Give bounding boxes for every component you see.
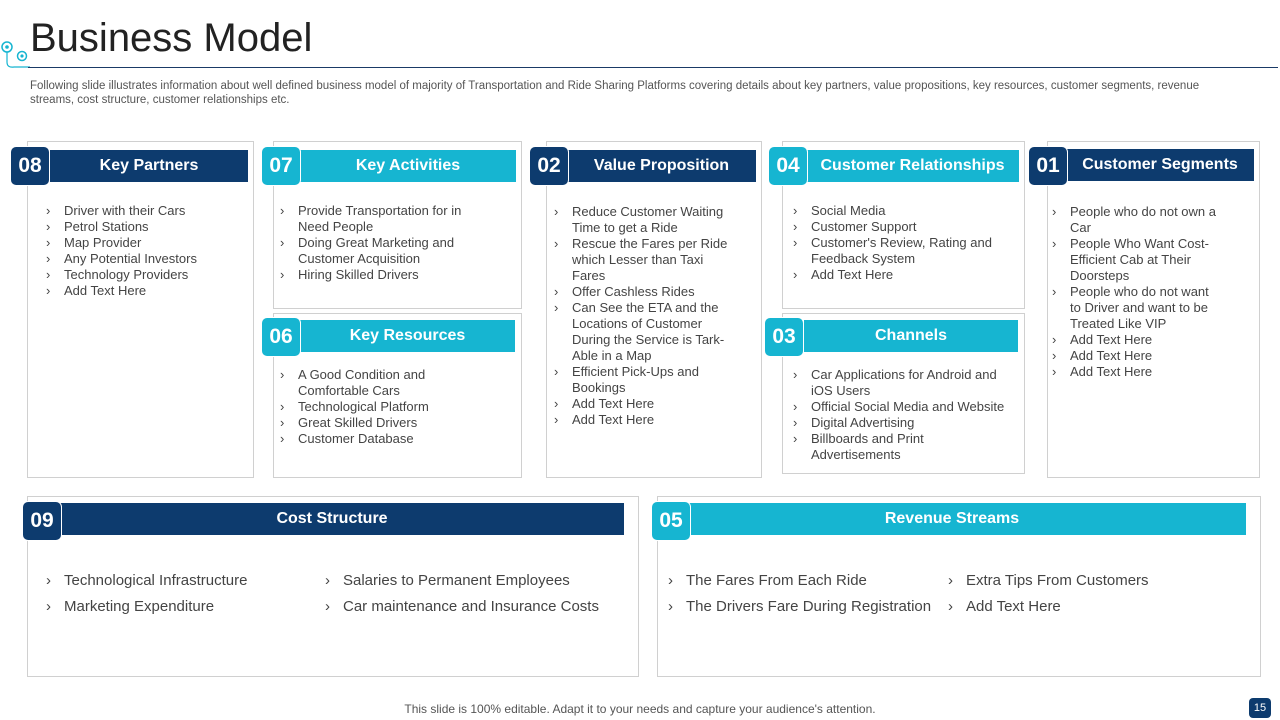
footer-note: This slide is 100% editable. Adapt it to your needs and capture your audience's attention.	[404, 702, 876, 716]
list-item-text: Official Social Media and Website	[811, 399, 1005, 414]
list-item-text: Add Text Here	[572, 412, 655, 427]
list-item	[280, 399, 460, 415]
list-item-text: The Fares From Each Ride	[686, 572, 867, 589]
list-item	[668, 568, 938, 594]
chevron-right-icon: ›	[668, 572, 673, 589]
list-item-text: Provide Transportation for in Need People	[298, 203, 462, 234]
list-item	[325, 594, 625, 620]
list-item	[280, 367, 460, 399]
list-item	[554, 364, 734, 396]
list-item	[554, 412, 734, 428]
revenue-streams-label: Revenue Streams	[884, 510, 1020, 527]
key-resources-list	[280, 367, 460, 447]
list-item	[793, 219, 1003, 235]
list-item	[554, 204, 734, 236]
value-proposition-header	[567, 150, 756, 182]
list-item-text: A Good Condition and Comfortable Cars	[298, 367, 426, 398]
list-item-text: Marketing Expenditure	[64, 598, 215, 615]
list-item	[280, 431, 460, 447]
chevron-right-icon: ›	[46, 219, 51, 234]
channels-header	[804, 320, 1018, 352]
list-item-text: Add Text Here	[811, 267, 894, 282]
list-item-text: Efficient Pick-Ups and Bookings	[572, 364, 699, 395]
list-item-text: Hiring Skilled Drivers	[298, 267, 419, 282]
list-item-text: Offer Cashless Rides	[572, 284, 695, 299]
chevron-right-icon: ›	[280, 267, 285, 282]
list-item	[1052, 204, 1217, 236]
list-item	[793, 367, 1015, 399]
customer-segments-header	[1066, 149, 1254, 181]
chevron-right-icon: ›	[793, 219, 798, 234]
list-item-text: Rescue the Fares per Ride which Lesser than Taxi Fares	[572, 236, 728, 283]
list-item	[280, 203, 480, 235]
chevron-right-icon: ›	[1052, 348, 1057, 363]
list-item-text: Social Media	[811, 203, 886, 218]
chevron-right-icon: ›	[46, 267, 51, 282]
chevron-right-icon: ›	[46, 235, 51, 250]
chevron-right-icon: ›	[793, 399, 798, 414]
title-divider	[28, 67, 1278, 68]
list-item	[280, 267, 480, 283]
list-item-text: Customer Support	[811, 219, 917, 234]
list-item	[46, 594, 316, 620]
customer-segments-list	[1052, 204, 1217, 380]
list-item	[554, 284, 734, 300]
chevron-right-icon: ›	[280, 203, 285, 218]
customer-relationships-header	[806, 150, 1019, 182]
list-item	[554, 236, 734, 284]
list-item	[1052, 236, 1217, 284]
list-item	[793, 267, 1003, 283]
list-item	[793, 399, 1015, 415]
list-item-text: Add Text Here	[1070, 348, 1153, 363]
key-activities-list	[280, 203, 480, 283]
chevron-right-icon: ›	[793, 235, 798, 250]
key-activities-label: Key Activities	[355, 157, 461, 174]
key-partners-number: 08	[10, 146, 50, 186]
list-item-text: Technological Platform	[298, 399, 429, 414]
list-item-text: People Who Want Cost-Efficient Cab at Their Doorsteps	[1070, 236, 1209, 283]
list-item-text: Car maintenance and Insurance Costs	[343, 598, 599, 615]
cost-structure-header	[40, 503, 624, 535]
chevron-right-icon: ›	[280, 367, 285, 382]
chevron-right-icon: ›	[793, 415, 798, 430]
key-resources-number: 06	[261, 317, 301, 357]
page-subtitle: Following slide illustrates information about well defined business model of majority of Transportation and Ride Sharing Platforms covering details about key partners, value propositions, key resources, customer segments, revenue streams, cost structure, customer relationships etc.	[30, 80, 1200, 106]
value-proposition-list	[554, 204, 734, 428]
list-item-text: Reduce Customer Waiting Time to get a Ride	[572, 204, 724, 235]
list-item	[46, 235, 246, 251]
chevron-right-icon: ›	[325, 572, 330, 589]
chevron-right-icon: ›	[793, 267, 798, 282]
list-item-text: Technology Providers	[64, 267, 189, 282]
channels-list	[793, 367, 1015, 463]
chevron-right-icon: ›	[280, 235, 285, 250]
key-partners-card	[27, 141, 254, 478]
list-item-text: People who do not own a Car	[1070, 204, 1216, 235]
customer-relationships-label: Customer Relationships	[820, 157, 1005, 174]
list-item	[46, 283, 246, 299]
list-item-text: Any Potential Investors	[64, 251, 197, 266]
revenue-streams-list-right	[948, 568, 1228, 620]
list-item	[280, 235, 480, 267]
customer-segments-number: 01	[1028, 146, 1068, 186]
chevron-right-icon: ›	[46, 283, 51, 298]
list-item-text: Add Text Here	[64, 283, 147, 298]
list-item-text: Can See the ETA and the Locations of Customer During the Service is Tark-Able in a Map	[572, 300, 725, 363]
channels-label: Channels	[874, 327, 947, 344]
chevron-right-icon: ›	[1052, 236, 1057, 251]
list-item	[554, 396, 734, 412]
list-item-text: Great Skilled Drivers	[298, 415, 418, 430]
list-item	[793, 235, 1003, 267]
customer-relationships-number: 04	[768, 146, 808, 186]
chevron-right-icon: ›	[46, 203, 51, 218]
revenue-streams-list-left	[668, 568, 938, 620]
list-item	[793, 203, 1003, 219]
list-item-text: Doing Great Marketing and Customer Acquisition	[298, 235, 455, 266]
list-item	[46, 251, 246, 267]
list-item	[668, 594, 938, 620]
chevron-right-icon: ›	[948, 572, 953, 589]
list-item-text: Digital Advertising	[811, 415, 915, 430]
chevron-right-icon: ›	[46, 251, 51, 266]
list-item-text: Add Text Here	[1070, 364, 1153, 379]
key-partners-header	[50, 150, 248, 182]
chevron-right-icon: ›	[46, 572, 51, 589]
list-item-text: Customer Database	[298, 431, 414, 446]
chevron-right-icon: ›	[280, 431, 285, 446]
chevron-right-icon: ›	[554, 396, 559, 411]
chevron-right-icon: ›	[948, 598, 953, 615]
key-activities-number: 07	[261, 146, 301, 186]
chevron-right-icon: ›	[554, 204, 559, 219]
chevron-right-icon: ›	[280, 399, 285, 414]
list-item	[1052, 332, 1217, 348]
list-item	[46, 203, 246, 219]
list-item	[1052, 348, 1217, 364]
list-item	[46, 219, 246, 235]
chevron-right-icon: ›	[554, 300, 559, 315]
chevron-right-icon: ›	[793, 203, 798, 218]
list-item	[1052, 364, 1217, 380]
chevron-right-icon: ›	[793, 431, 798, 446]
list-item-text: Billboards and Print Advertisements	[811, 431, 924, 462]
list-item	[793, 431, 1015, 463]
cost-structure-list-right	[325, 568, 625, 620]
value-proposition-number: 02	[529, 146, 569, 186]
chevron-right-icon: ›	[554, 236, 559, 251]
page-title: Business Model	[30, 16, 313, 60]
chevron-right-icon: ›	[1052, 204, 1057, 219]
list-item	[948, 568, 1228, 594]
list-item	[280, 415, 460, 431]
list-item-text: People who do not want to Driver and want to be Treated Like VIP	[1070, 284, 1209, 331]
list-item-text: Add Text Here	[966, 598, 1061, 615]
page-number: 15	[1249, 698, 1271, 718]
customer-segments-label: Customer Segments	[1082, 156, 1238, 173]
chevron-right-icon: ›	[668, 598, 673, 615]
key-activities-header	[300, 150, 516, 182]
list-item	[325, 568, 625, 594]
list-item	[554, 300, 734, 364]
key-partners-list	[46, 203, 246, 299]
list-item	[793, 415, 1015, 431]
key-resources-label: Key Resources	[349, 327, 466, 344]
revenue-streams-number: 05	[651, 501, 691, 541]
cost-structure-number: 09	[22, 501, 62, 541]
list-item-text: Add Text Here	[1070, 332, 1153, 347]
list-item-text: Extra Tips From Customers	[966, 572, 1149, 589]
list-item	[948, 594, 1228, 620]
key-partners-label: Key Partners	[99, 157, 199, 174]
chevron-right-icon: ›	[554, 412, 559, 427]
chevron-right-icon: ›	[325, 598, 330, 615]
list-item-text: Car Applications for Android and iOS Users	[811, 367, 997, 398]
cost-structure-label: Cost Structure	[276, 510, 388, 527]
chevron-right-icon: ›	[46, 598, 51, 615]
chevron-right-icon: ›	[1052, 364, 1057, 379]
list-item-text: Petrol Stations	[64, 219, 149, 234]
customer-relationships-list	[793, 203, 1003, 283]
list-item-text: Salaries to Permanent Employees	[343, 572, 570, 589]
value-proposition-label: Value Proposition	[593, 157, 730, 174]
list-item-text: Driver with their Cars	[64, 203, 186, 218]
chevron-right-icon: ›	[1052, 284, 1057, 299]
list-item-text: Technological Infrastructure	[64, 572, 248, 589]
list-item	[46, 267, 246, 283]
chevron-right-icon: ›	[280, 415, 285, 430]
revenue-streams-header	[658, 503, 1246, 535]
list-item-text: Customer's Review, Rating and Feedback System	[811, 235, 992, 266]
list-item	[46, 568, 316, 594]
chevron-right-icon: ›	[554, 364, 559, 379]
chevron-right-icon: ›	[1052, 332, 1057, 347]
chevron-right-icon: ›	[793, 367, 798, 382]
key-resources-header	[300, 320, 515, 352]
cost-structure-list-left	[46, 568, 316, 620]
list-item	[1052, 284, 1217, 332]
list-item-text: The Drivers Fare During Registration	[686, 598, 932, 615]
list-item-text: Add Text Here	[572, 396, 655, 411]
channels-number: 03	[764, 317, 804, 357]
chevron-right-icon: ›	[554, 284, 559, 299]
list-item-text: Map Provider	[64, 235, 142, 250]
